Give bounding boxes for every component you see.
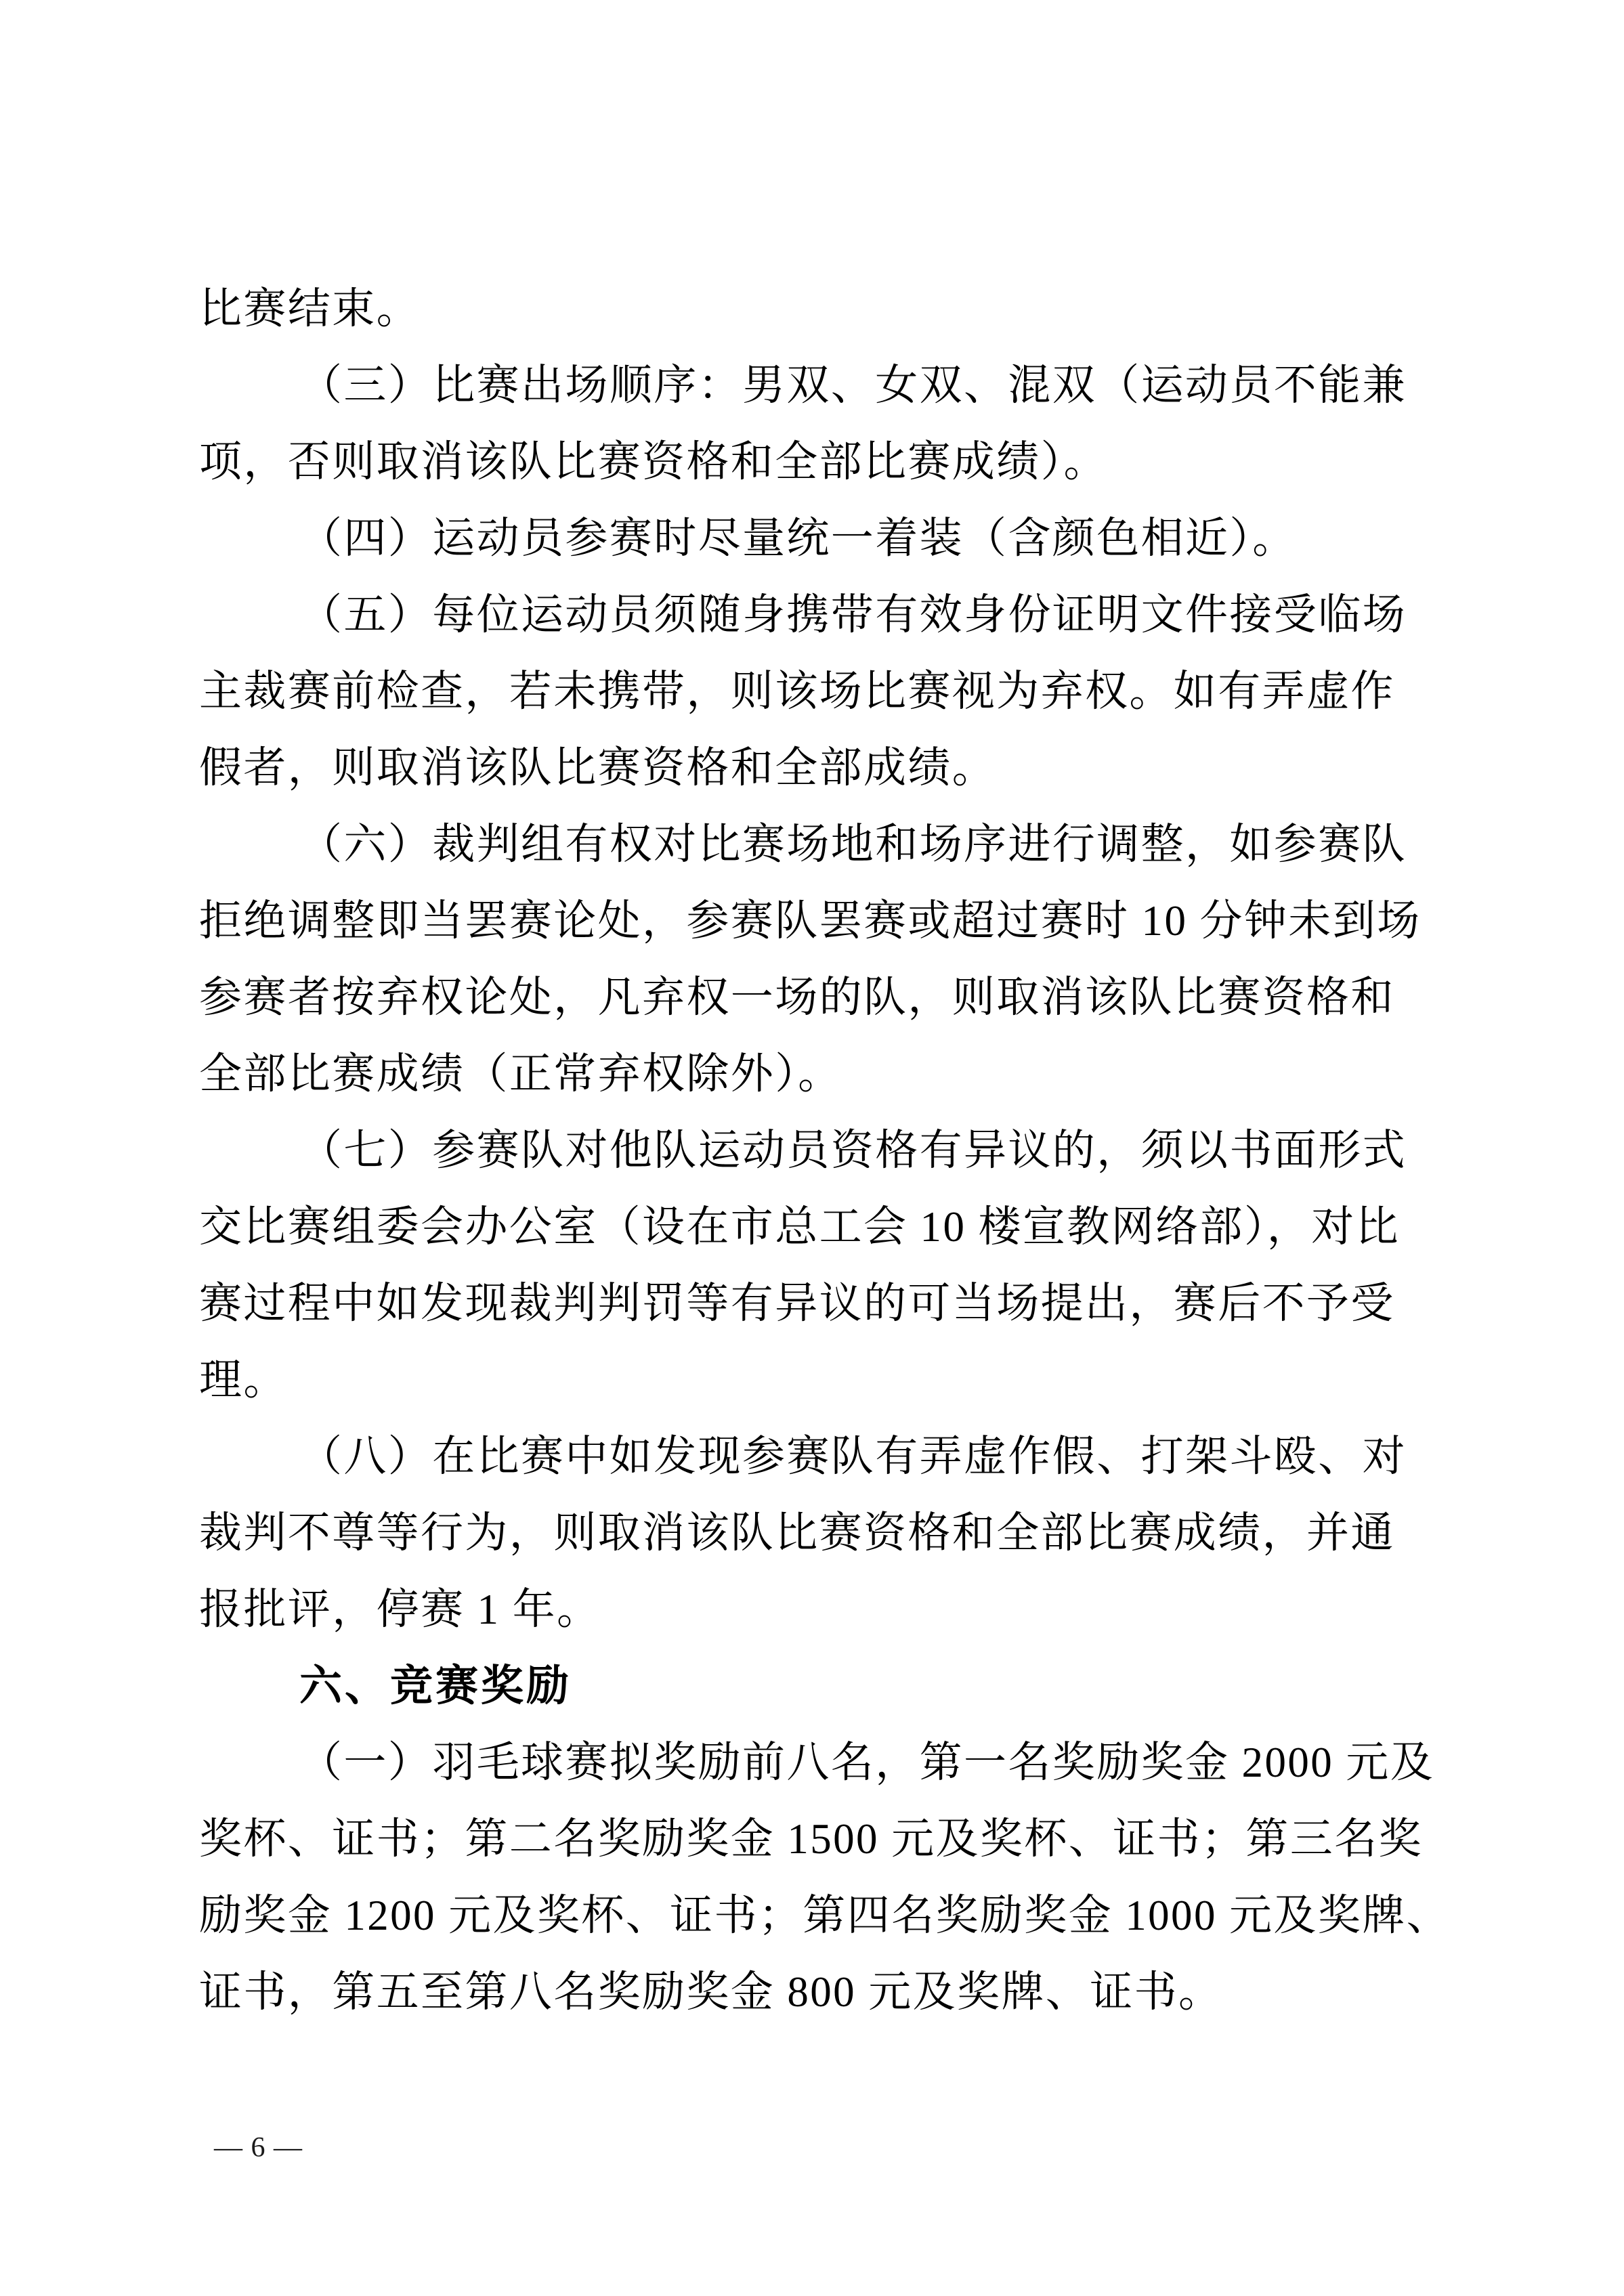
text-line: 裁判不尊等行为，则取消该队比赛资格和全部比赛成绩，并通 [199,1509,1395,1557]
text-line: 参赛者按弃权论处，凡弃权一场的队，则取消该队比赛资格和 [199,974,1395,1021]
text-line: （六）裁判组有权对比赛场地和场序进行调整，如参赛队 [299,821,1407,868]
text-line: （四）运动员参赛时尽量统一着装（含颜色相近）。 [299,515,1297,562]
text-line: 励奖金 1200 元及奖杯、证书；第四名奖励奖金 1000 元及奖牌、 [199,1892,1451,1939]
document-body [199,271,1451,2031]
text-line: 奖杯、证书；第二名奖励奖金 1500 元及奖杯、证书；第三名奖 [199,1815,1423,1863]
text-line: 全部比赛成绩（正常弃权除外）。 [199,1050,842,1098]
page-number: — 6 — [214,2132,303,2163]
text-line: 主裁赛前检查，若未携带，则该场比赛视为弃权。如有弄虚作 [199,668,1395,715]
text-line: 赛过程中如发现裁判判罚等有异议的可当场提出，赛后不予受 [199,1280,1395,1327]
text-line: 比赛结束。 [199,285,421,332]
text-line: 报批评，停赛 1 年。 [199,1586,601,1633]
text-line: 理。 [199,1356,288,1404]
text-line: 假者，则取消该队比赛资格和全部成绩。 [199,744,997,792]
text-line: （八）在比赛中如发现参赛队有弄虚作假、打架斗殴、对 [299,1433,1407,1480]
text-line: 证书，第五至第八名奖励奖金 800 元及奖牌、证书。 [199,1968,1223,2016]
section-heading: 六、竞赛奖励 [299,1662,572,1710]
text-line: （三）比赛出场顺序：男双、女双、混双（运动员不能兼 [299,362,1407,409]
text-line: （一）羽毛球赛拟奖励前八名，第一名奖励奖金 2000 元及 [299,1739,1435,1786]
text-line: （七）参赛队对他队运动员资格有异议的，须以书面形式 [299,1127,1407,1174]
text-line: 交比赛组委会办公室（设在市总工会 10 楼宣教网络部），对比 [199,1203,1400,1251]
text-line: 项，否则取消该队比赛资格和全部比赛成绩）。 [199,438,1108,485]
text-line: 拒绝调整即当罢赛论处，参赛队罢赛或超过赛时 10 分钟未到场 [199,897,1422,945]
text-line: （五）每位运动员须随身携带有效身份证明文件接受临场 [299,591,1407,638]
